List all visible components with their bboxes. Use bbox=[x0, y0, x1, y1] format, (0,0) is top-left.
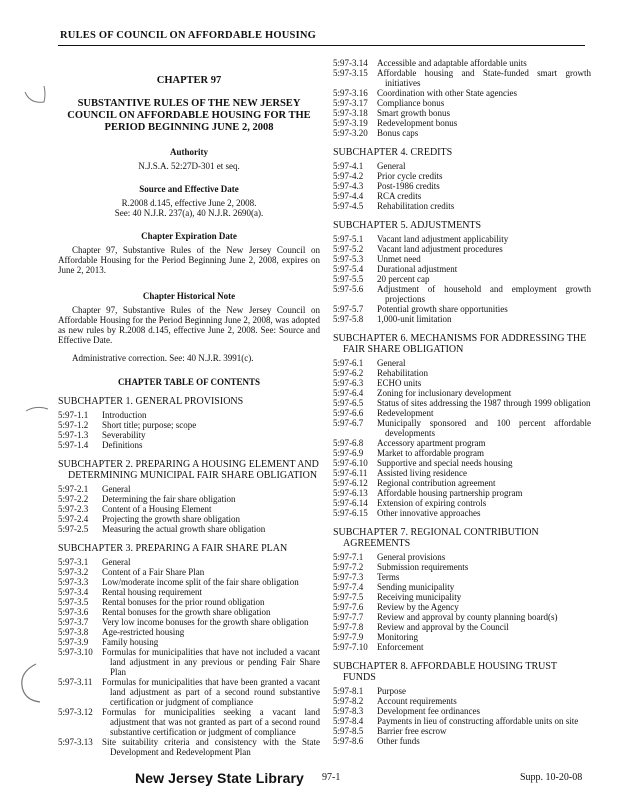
section-title: General bbox=[377, 161, 406, 171]
section-title: Rehabilitation credits bbox=[377, 201, 455, 211]
section-number: 5:97-7.4 bbox=[333, 582, 364, 592]
left-column bbox=[58, 58, 320, 757]
section-number: 5:97-7.1 bbox=[333, 552, 364, 562]
toc-item bbox=[58, 737, 320, 757]
toc-item bbox=[333, 161, 591, 171]
section-title: Terms bbox=[377, 572, 400, 582]
source-line-2: See: 40 N.J.R. 237(a), 40 N.J.R. 2690(a). bbox=[114, 208, 264, 218]
section-title: Compliance bonus bbox=[377, 98, 445, 108]
section-number: 5:97-3.8 bbox=[58, 627, 89, 637]
subchapter-items bbox=[333, 686, 591, 746]
section-number: 5:97-2.5 bbox=[58, 524, 89, 534]
toc-item bbox=[58, 524, 320, 534]
section-number: 5:97-3.13 bbox=[58, 737, 93, 747]
section-number: 5:97-6.4 bbox=[333, 388, 364, 398]
toc-item bbox=[333, 736, 591, 746]
authority-heading: Authority bbox=[170, 147, 208, 157]
section-title: Potential growth share opportunities bbox=[377, 304, 508, 314]
section-number: 5:97-8.2 bbox=[333, 696, 364, 706]
section-number: 5:97-6.15 bbox=[333, 508, 368, 518]
section-number: 5:97-3.19 bbox=[333, 118, 368, 128]
toc-item bbox=[58, 607, 320, 617]
binder-hole-mark-middle bbox=[22, 395, 52, 421]
section-title: Smart growth bonus bbox=[377, 108, 450, 118]
section-title: Review by the Agency bbox=[377, 602, 459, 612]
toc-item bbox=[333, 181, 591, 191]
toc-item bbox=[58, 627, 320, 637]
subchapter-title: SUBCHAPTER 3. PREPARING A FAIR SHARE PLAN bbox=[58, 543, 288, 554]
section-title: Extension of expiring controls bbox=[377, 498, 487, 508]
section-number: 5:97-6.10 bbox=[333, 458, 368, 468]
section-title: General provisions bbox=[377, 552, 446, 562]
subchapter-items bbox=[58, 484, 320, 534]
section-title: Introduction bbox=[102, 410, 147, 420]
subchapter-title: SUBCHAPTER 7. REGIONAL CONTRIBUTION AGREEMENTS bbox=[333, 527, 539, 549]
section-title: Unmet need bbox=[377, 254, 421, 264]
section-title: Review and approval by county planning board(s) bbox=[377, 612, 558, 622]
section-title: RCA credits bbox=[377, 191, 422, 201]
section-number: 5:97-7.8 bbox=[333, 622, 364, 632]
section-number: 5:97-2.1 bbox=[58, 484, 89, 494]
toc-item bbox=[58, 617, 320, 627]
toc-item bbox=[58, 494, 320, 504]
section-number: 5:97-3.12 bbox=[58, 707, 93, 717]
section-title: Regional contribution agreement bbox=[377, 478, 496, 488]
section-number: 5:97-7.6 bbox=[333, 602, 364, 612]
section-title: Municipally sponsored and 100 percent affordable developments bbox=[377, 418, 591, 438]
section-title: Market to affordable program bbox=[377, 448, 485, 458]
expiration-text: Chapter 97, Substantive Rules of the New Jersey Council on Affordable Housing for the Period Beginning June 2, 2008, expires on June 2, 2013. bbox=[58, 245, 320, 275]
section-number: 5:97-3.17 bbox=[333, 98, 368, 108]
toc-item bbox=[333, 58, 591, 68]
section-title: Accessible and adaptable affordable units bbox=[377, 58, 527, 68]
section-number: 5:97-3.10 bbox=[58, 647, 93, 657]
section-number: 5:97-4.5 bbox=[333, 201, 364, 211]
section-number: 5:97-5.6 bbox=[333, 284, 364, 294]
history-note: Administrative correction. See: 40 N.J.R. 3991(c). bbox=[72, 353, 254, 363]
section-title: Very low income bonuses for the growth share obligation bbox=[102, 617, 309, 627]
toc-item bbox=[333, 562, 591, 572]
section-title: Assisted living residence bbox=[377, 468, 467, 478]
section-title: Purpose bbox=[377, 686, 406, 696]
toc-item bbox=[333, 388, 591, 398]
toc-item bbox=[333, 448, 591, 458]
section-number: 5:97-7.5 bbox=[333, 592, 364, 602]
subchapter-title: SUBCHAPTER 5. ADJUSTMENTS bbox=[333, 220, 482, 231]
subchapter-items bbox=[333, 358, 591, 518]
toc-item bbox=[333, 264, 591, 274]
section-number: 5:97-5.3 bbox=[333, 254, 364, 264]
section-title: General bbox=[377, 358, 406, 368]
toc-item bbox=[333, 458, 591, 468]
toc-item bbox=[333, 582, 591, 592]
section-title: General bbox=[102, 484, 131, 494]
section-title: Monitoring bbox=[377, 632, 419, 642]
section-title: Formulas for municipalities seeking a vacant land adjustment that was not granted as part of a second round substantive certification or judgment of compliance bbox=[102, 707, 320, 737]
section-number: 5:97-6.2 bbox=[333, 368, 364, 378]
section-title: Other innovative approaches bbox=[377, 508, 481, 518]
section-number: 5:97-6.5 bbox=[333, 398, 364, 408]
section-number: 5:97-6.1 bbox=[333, 358, 364, 368]
section-title: Durational adjustment bbox=[377, 264, 458, 274]
history-heading: Chapter Historical Note bbox=[142, 291, 236, 301]
toc-item bbox=[333, 128, 591, 138]
toc-item bbox=[333, 622, 591, 632]
section-title: Sending municipality bbox=[377, 582, 455, 592]
toc-item bbox=[58, 420, 320, 430]
expiration-heading: Chapter Expiration Date bbox=[141, 231, 237, 241]
subchapter-items bbox=[333, 234, 591, 324]
section-title: Coordination with other State agencies bbox=[377, 88, 517, 98]
section-title: Rental bonuses for the prior round obligation bbox=[102, 597, 265, 607]
section-number: 5:97-5.7 bbox=[333, 304, 364, 314]
toc-item bbox=[58, 637, 320, 647]
subchapter-title: SUBCHAPTER 1. GENERAL PROVISIONS bbox=[58, 396, 244, 407]
toc-item bbox=[58, 484, 320, 494]
section-title: Receiving municipality bbox=[377, 592, 462, 602]
section-title: Content of a Housing Element bbox=[102, 504, 212, 514]
toc-item bbox=[333, 358, 591, 368]
toc-item bbox=[333, 118, 591, 128]
section-number: 5:97-5.4 bbox=[333, 264, 364, 274]
section-number: 5:97-7.7 bbox=[333, 612, 364, 622]
section-title: Development fee ordinances bbox=[377, 706, 480, 716]
subchapter-items bbox=[333, 161, 591, 211]
toc-item bbox=[58, 440, 320, 450]
section-title: 1,000-unit limitation bbox=[377, 314, 452, 324]
toc-item bbox=[58, 577, 320, 587]
section-number: 5:97-2.4 bbox=[58, 514, 89, 524]
binder-hole-mark-top bbox=[20, 80, 50, 110]
section-title: Account requirements bbox=[377, 696, 457, 706]
subchapter-title: SUBCHAPTER 6. MECHANISMS FOR ADDRESSING THE FAIR SHARE OBLIGATION bbox=[333, 333, 587, 355]
section-number: 5:97-2.2 bbox=[58, 494, 89, 504]
running-header: RULES OF COUNCIL ON AFFORDABLE HOUSING bbox=[60, 30, 317, 41]
toc-item bbox=[58, 514, 320, 524]
section-number: 5:97-3.5 bbox=[58, 597, 89, 607]
section-title: Determining the fair share obligation bbox=[102, 494, 236, 504]
section-number: 5:97-4.4 bbox=[333, 191, 364, 201]
section-number: 5:97-3.20 bbox=[333, 128, 368, 138]
page-number: 97-1 bbox=[322, 772, 341, 783]
subchapter-items bbox=[58, 557, 320, 757]
toc-item bbox=[333, 686, 591, 696]
toc-item bbox=[58, 597, 320, 607]
section-title: Rehabilitation bbox=[377, 368, 428, 378]
toc-item bbox=[333, 284, 591, 304]
section-title: Rental bonuses for the growth share obligation bbox=[102, 607, 271, 617]
toc-heading: CHAPTER TABLE OF CONTENTS bbox=[117, 377, 261, 387]
left-toc bbox=[58, 396, 320, 757]
toc-item bbox=[333, 438, 591, 448]
section-title: Projecting the growth share obligation bbox=[102, 514, 240, 524]
toc-item bbox=[333, 201, 591, 211]
history-text: Chapter 97, Substantive Rules of the New Jersey Council on Affordable Housing for the Period Beginning June 2, 2008, was adopted as new rules by R.2008 d.145, effective June 2, 2008. See: Source and Effective Date. bbox=[58, 305, 320, 345]
section-number: 5:97-3.16 bbox=[333, 88, 368, 98]
section-title: 20 percent cap bbox=[377, 274, 430, 284]
source-line-1: R.2008 d.145, effective June 2, 2008. bbox=[121, 198, 257, 208]
section-number: 5:97-6.3 bbox=[333, 378, 364, 388]
toc-item bbox=[333, 88, 591, 98]
section-number: 5:97-3.9 bbox=[58, 637, 89, 647]
subchapter-items bbox=[58, 410, 320, 450]
source-heading: Source and Effective Date bbox=[139, 184, 239, 194]
section-number: 5:97-8.3 bbox=[333, 706, 364, 716]
section-number: 5:97-3.2 bbox=[58, 567, 89, 577]
section-title: Review and approval by the Council bbox=[377, 622, 509, 632]
section-number: 5:97-3.7 bbox=[58, 617, 89, 627]
toc-item bbox=[333, 368, 591, 378]
toc-item bbox=[333, 632, 591, 642]
section-number: 5:97-7.10 bbox=[333, 642, 368, 652]
section-title: Affordable housing and State-funded smart growth initiatives bbox=[377, 68, 591, 88]
toc-item bbox=[333, 706, 591, 716]
section-number: 5:97-6.7 bbox=[333, 418, 364, 428]
section-number: 5:97-8.1 bbox=[333, 686, 364, 696]
toc-item bbox=[333, 304, 591, 314]
toc-item bbox=[333, 314, 591, 324]
section-number: 5:97-3.11 bbox=[58, 677, 93, 687]
section-title: Post-1986 credits bbox=[377, 181, 440, 191]
toc-item bbox=[333, 498, 591, 508]
section-title: Other funds bbox=[377, 736, 420, 746]
section-title: Formulas for municipalities that have not included a vacant land adjustment in any previous or pending Fair Share Plan bbox=[102, 647, 320, 677]
section-number: 5:97-4.1 bbox=[333, 161, 364, 171]
toc-item bbox=[333, 418, 591, 438]
toc-item bbox=[333, 716, 591, 726]
section-number: 5:97-3.15 bbox=[333, 68, 368, 78]
toc-item bbox=[333, 612, 591, 622]
chapter-subtitle: SUBSTANTIVE RULES OF THE NEW JERSEY COUNCIL ON AFFORDABLE HOUSING FOR THE PERIOD BEGINNING JUNE 2, 2008 bbox=[67, 98, 311, 133]
toc-item bbox=[58, 587, 320, 597]
toc-item bbox=[58, 567, 320, 577]
toc-item bbox=[333, 254, 591, 264]
toc-item bbox=[58, 647, 320, 677]
section-title: Adjustment of household and employment growth projections bbox=[377, 284, 591, 304]
section-number: 5:97-7.3 bbox=[333, 572, 364, 582]
toc-item bbox=[58, 504, 320, 514]
subchapter-items bbox=[333, 552, 591, 652]
section-number: 5:97-8.6 bbox=[333, 736, 364, 746]
section-number: 5:97-6.8 bbox=[333, 438, 364, 448]
toc-item bbox=[333, 244, 591, 254]
section-title: Accessory apartment program bbox=[377, 438, 486, 448]
section-number: 5:97-5.1 bbox=[333, 234, 364, 244]
section-title: Formulas for municipalities that have been granted a vacant land adjustment as part of a second round substantive certification or judgment of compliance bbox=[102, 677, 320, 707]
section-title: Vacant land adjustment procedures bbox=[377, 244, 503, 254]
section-title: Redevelopment bbox=[377, 408, 434, 418]
supplement-date: Supp. 10-20-08 bbox=[520, 772, 583, 783]
header-rule bbox=[58, 45, 585, 46]
toc-item bbox=[58, 410, 320, 420]
section-title: Site suitability criteria and consistency with the State Development and Redevelopment Plan bbox=[102, 737, 320, 757]
right-toc bbox=[333, 147, 591, 746]
section-number: 5:97-5.8 bbox=[333, 314, 364, 324]
toc-item bbox=[333, 592, 591, 602]
section-number: 5:97-3.4 bbox=[58, 587, 89, 597]
section-number: 5:97-6.6 bbox=[333, 408, 364, 418]
chapter-title: CHAPTER 97 bbox=[156, 75, 222, 86]
section-title: Enforcement bbox=[377, 642, 424, 652]
toc-item bbox=[333, 642, 591, 652]
section-title: Measuring the actual growth share obligation bbox=[102, 524, 266, 534]
subchapter-title: SUBCHAPTER 8. AFFORDABLE HOUSING TRUST FUNDS bbox=[333, 661, 557, 683]
section-title: ECHO units bbox=[377, 378, 422, 388]
section-title: Payments in lieu of constructing affordable units on site bbox=[377, 716, 579, 726]
section-number: 5:97-6.9 bbox=[333, 448, 364, 458]
section-title: Severability bbox=[102, 430, 146, 440]
section-number: 5:97-3.18 bbox=[333, 108, 368, 118]
section-number: 5:97-1.1 bbox=[58, 410, 89, 420]
toc-item bbox=[333, 398, 591, 408]
section-number: 5:97-6.14 bbox=[333, 498, 368, 508]
section-number: 5:97-7.2 bbox=[333, 562, 364, 572]
toc-item bbox=[58, 557, 320, 567]
section-number: 5:97-3.3 bbox=[58, 577, 89, 587]
binder-hole-mark-bottom bbox=[14, 660, 46, 706]
toc-item bbox=[333, 171, 591, 181]
section-number: 5:97-3.14 bbox=[333, 58, 368, 68]
section-number: 5:97-6.12 bbox=[333, 478, 368, 488]
section-title: Vacant land adjustment applicability bbox=[377, 234, 509, 244]
section-title: Definitions bbox=[102, 440, 143, 450]
section-number: 5:97-2.3 bbox=[58, 504, 89, 514]
section-number: 5:97-8.4 bbox=[333, 716, 364, 726]
section-title: Family housing bbox=[102, 637, 159, 647]
toc-item bbox=[333, 274, 591, 284]
section-number: 5:97-4.2 bbox=[333, 171, 364, 181]
section-title: Rental housing requirement bbox=[102, 587, 202, 597]
toc-item bbox=[333, 408, 591, 418]
section-title: Zoning for inclusionary development bbox=[377, 388, 512, 398]
section-number: 5:97-3.6 bbox=[58, 607, 89, 617]
toc-item bbox=[333, 234, 591, 244]
section-number: 5:97-1.3 bbox=[58, 430, 89, 440]
toc-item bbox=[333, 602, 591, 612]
section-number: 5:97-3.1 bbox=[58, 557, 89, 567]
toc-item bbox=[333, 468, 591, 478]
section-number: 5:97-6.11 bbox=[333, 468, 368, 478]
section-title: Affordable housing partnership program bbox=[377, 488, 523, 498]
section-title: Redevelopment bonus bbox=[377, 118, 458, 128]
section-number: 5:97-1.4 bbox=[58, 440, 89, 450]
section-title: Submission requirements bbox=[377, 562, 469, 572]
section-number: 5:97-8.5 bbox=[333, 726, 364, 736]
toc-item bbox=[58, 677, 320, 707]
subchapter-3-continued bbox=[333, 58, 591, 138]
toc-item bbox=[333, 478, 591, 488]
section-number: 5:97-7.9 bbox=[333, 632, 364, 642]
authority-text: N.J.S.A. 52:27D-301 et seq. bbox=[138, 161, 240, 171]
toc-item bbox=[333, 191, 591, 201]
section-title: General bbox=[102, 557, 131, 567]
section-title: Barrier free escrow bbox=[377, 726, 447, 736]
section-title: Content of a Fair Share Plan bbox=[102, 567, 205, 577]
section-title: Prior cycle credits bbox=[377, 171, 443, 181]
section-title: Age-restricted housing bbox=[102, 627, 185, 637]
toc-item bbox=[333, 488, 591, 498]
toc-item bbox=[333, 696, 591, 706]
toc-item bbox=[333, 68, 591, 88]
toc-item bbox=[333, 378, 591, 388]
section-number: 5:97-1.2 bbox=[58, 420, 89, 430]
toc-item bbox=[333, 552, 591, 562]
right-column bbox=[333, 58, 591, 746]
toc-item bbox=[333, 108, 591, 118]
toc-item bbox=[333, 726, 591, 736]
library-stamp: New Jersey State Library bbox=[135, 770, 304, 786]
section-number: 5:97-6.13 bbox=[333, 488, 368, 498]
section-number: 5:97-5.2 bbox=[333, 244, 364, 254]
section-number: 5:97-5.5 bbox=[333, 274, 364, 284]
toc-item bbox=[58, 707, 320, 737]
section-number: 5:97-4.3 bbox=[333, 181, 364, 191]
toc-item bbox=[58, 430, 320, 440]
section-title: Low/moderate income split of the fair share obligation bbox=[102, 577, 299, 587]
toc-item bbox=[333, 508, 591, 518]
section-title: Short title; purpose; scope bbox=[102, 420, 197, 430]
toc-item bbox=[333, 572, 591, 582]
section-title: Status of sites addressing the 1987 through 1999 obligation bbox=[377, 398, 591, 408]
subchapter-title: SUBCHAPTER 2. PREPARING A HOUSING ELEMENT AND DETERMINING MUNICIPAL FAIR SHARE OBLIGATION bbox=[58, 459, 319, 481]
toc-item bbox=[333, 98, 591, 108]
subchapter-title: SUBCHAPTER 4. CREDITS bbox=[333, 147, 453, 158]
section-title: Bonus caps bbox=[377, 128, 419, 138]
section-title: Supportive and special needs housing bbox=[377, 458, 513, 468]
